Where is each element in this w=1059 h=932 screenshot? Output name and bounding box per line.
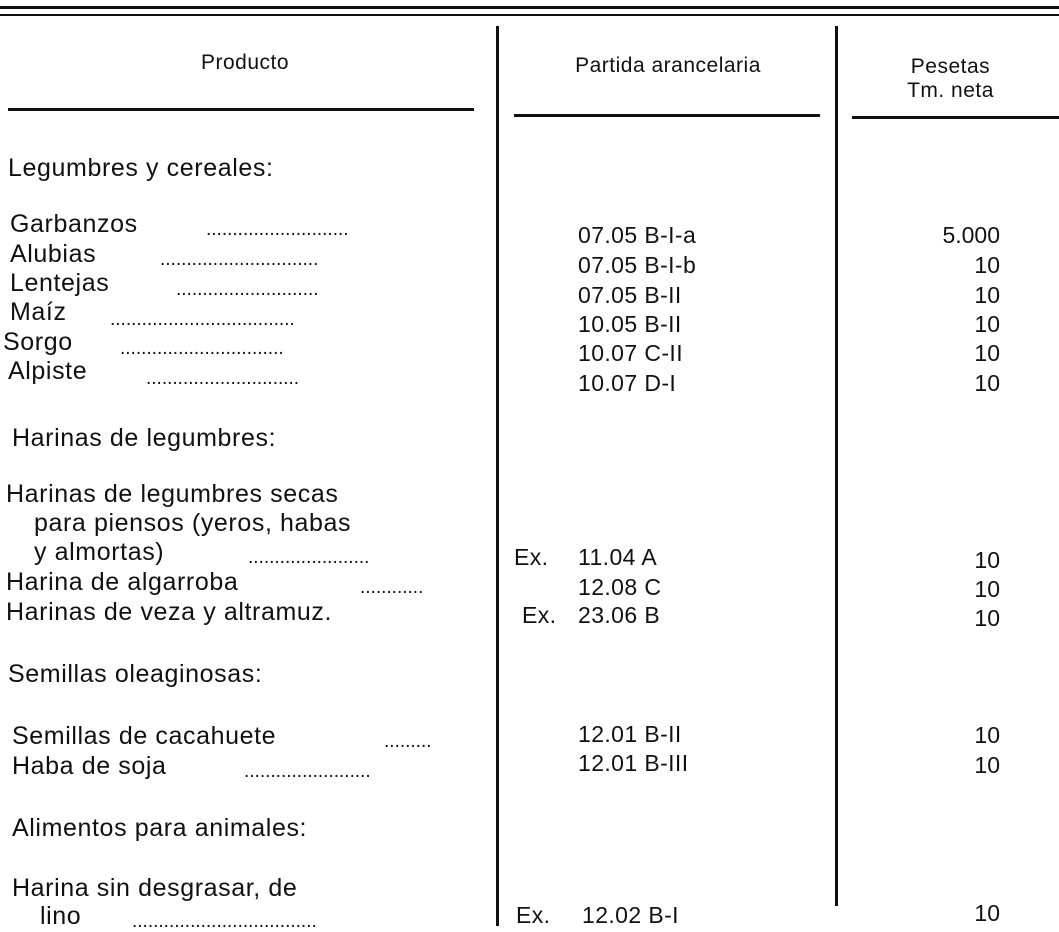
tariff-code: 11.04 A <box>578 544 658 570</box>
product-name: Alpiste <box>8 357 88 385</box>
header-tm-neta: Tm. neta <box>907 79 994 102</box>
leader-dots: .............................. <box>160 249 319 270</box>
tariff-code: 12.01 B-II <box>578 721 682 747</box>
price-value: 10 <box>974 722 1000 748</box>
tariff-prefix: Ex. <box>522 602 557 628</box>
price-value: 10 <box>974 370 1000 396</box>
price-value: 10 <box>974 547 1000 573</box>
leader-dots: ........................ <box>244 761 371 782</box>
product-name: Harinas de legumbres secas <box>6 480 339 508</box>
tariff-code: 23.06 B <box>578 602 661 628</box>
leader-dots: ............ <box>360 577 424 598</box>
leader-dots: ........................... <box>206 219 349 240</box>
column-divider-1 <box>496 26 499 926</box>
column-divider-2 <box>835 26 838 906</box>
tariff-code: 12.08 C <box>578 574 662 600</box>
tariff-code: 10.07 D-I <box>578 370 677 396</box>
header-rule-partida <box>514 114 820 117</box>
tariff-code: 12.01 B-III <box>578 750 689 776</box>
price-value: 10 <box>974 311 1000 337</box>
leader-dots: ................................... <box>110 309 295 330</box>
price-value: 10 <box>974 752 1000 778</box>
product-name-line3: y almortas) <box>34 538 165 566</box>
product-name: Harina de algarroba <box>6 568 239 596</box>
price-value: 10 <box>974 252 1000 278</box>
product-name: Maíz <box>10 298 67 326</box>
leader-dots: ................................... <box>132 911 317 932</box>
section-title: Semillas oleaginosas: <box>8 660 263 688</box>
leader-dots: ............................. <box>146 368 300 389</box>
leader-dots: ........................... <box>176 279 319 300</box>
header-rule-pesetas <box>852 116 1059 119</box>
header-partida: Partida arancelaria <box>575 54 761 77</box>
tariff-code: 07.05 B-I-a <box>578 222 697 248</box>
product-name: Lentejas <box>10 269 110 297</box>
tariff-prefix: Ex. <box>514 544 549 570</box>
product-name: Semillas de cacahuete <box>12 722 277 750</box>
section-title: Harinas de legumbres: <box>12 424 277 452</box>
product-name: Garbanzos <box>10 210 138 238</box>
tariff-code: 10.07 C-II <box>578 340 683 366</box>
tariff-code: 12.02 B-I <box>582 902 679 928</box>
tariff-code: 07.05 B-I-b <box>578 252 697 278</box>
top-rule-thick <box>0 6 1059 9</box>
leader-dots: ............................... <box>120 338 284 359</box>
tariff-prefix: Ex. <box>516 902 551 928</box>
price-value: 10 <box>974 605 1000 631</box>
product-name: Alubias <box>10 240 97 268</box>
tariff-code: 07.05 B-II <box>578 282 682 308</box>
header-producto: Producto <box>200 51 290 74</box>
price-value: 10 <box>974 340 1000 366</box>
price-value: 10 <box>974 900 1000 926</box>
product-name: Haba de soja <box>12 752 167 780</box>
product-name: Sorgo <box>3 328 73 356</box>
section-title: Alimentos para animales: <box>12 814 308 842</box>
price-value: 10 <box>974 282 1000 308</box>
header-pesetas: Pesetas <box>910 55 991 78</box>
price-value: 10 <box>974 576 1000 602</box>
leader-dots: ......... <box>384 731 432 752</box>
leader-dots: ....................... <box>248 547 370 568</box>
top-rule-thin <box>0 14 1059 16</box>
product-name-line2: lino <box>40 902 82 930</box>
product-name-line2: para piensos (yeros, habas <box>34 509 352 537</box>
product-name: Harina sin desgrasar, de <box>12 874 298 902</box>
section-title: Legumbres y cereales: <box>8 154 274 182</box>
header-rule-producto <box>8 108 474 111</box>
product-name: Harinas de veza y altramuz. <box>6 598 333 626</box>
tariff-code: 10.05 B-II <box>578 311 682 337</box>
price-value: 5.000 <box>942 222 1000 248</box>
